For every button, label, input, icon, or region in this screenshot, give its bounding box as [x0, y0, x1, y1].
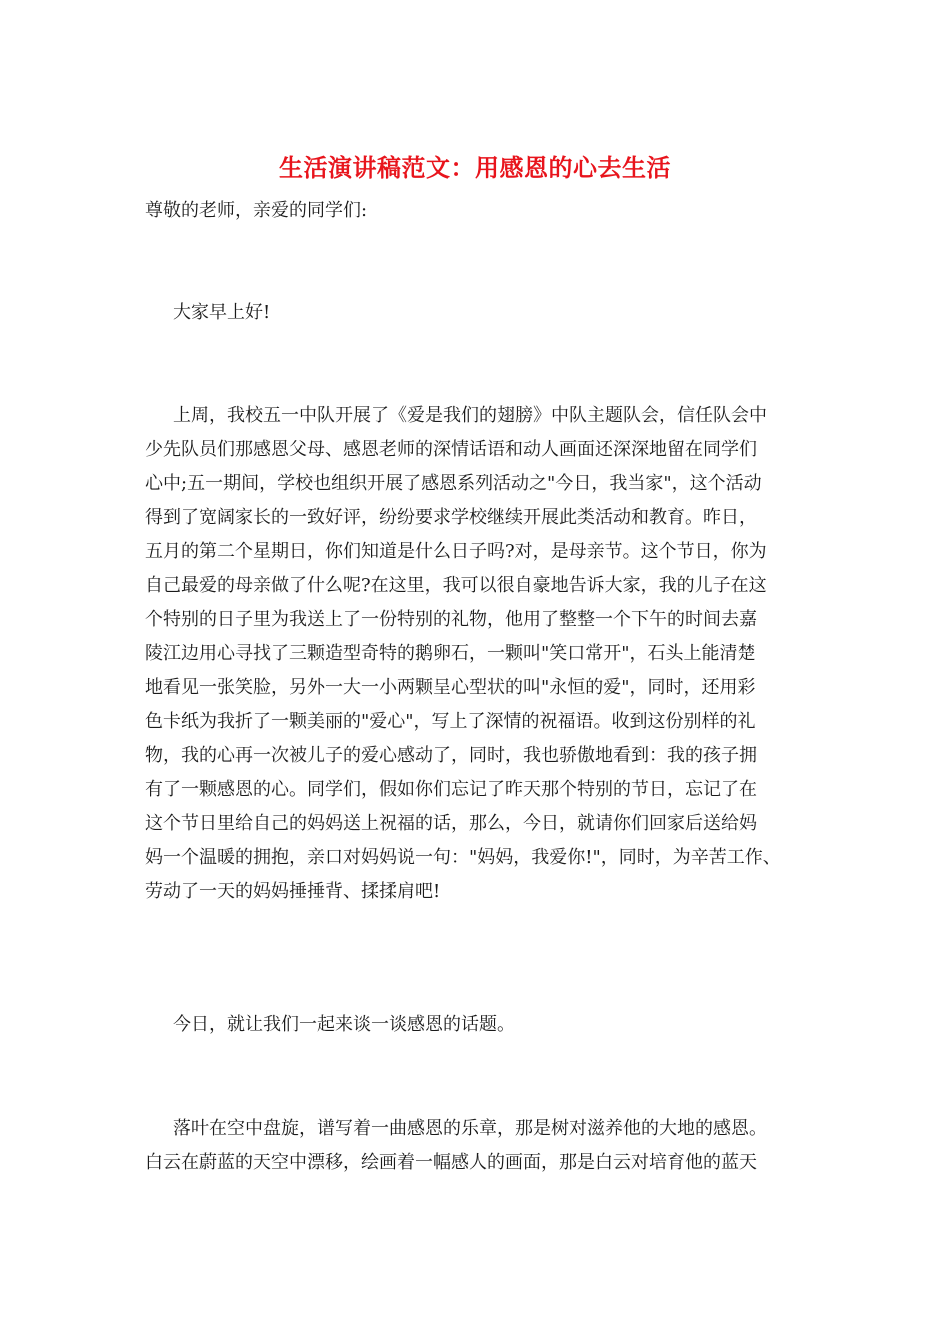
greeting: 大家早上好!	[173, 302, 271, 323]
salutation: 尊敬的老师，亲爱的同学们:	[145, 200, 368, 221]
paragraph-line: 少先队员们那感恩父母、感恩老师的深情话语和动人画面还深深地留在同学们	[145, 439, 757, 460]
paragraph-line: 这个节日里给自己的妈妈送上祝福的话，那么，今日，就请你们回家后送给妈	[145, 813, 757, 834]
paragraph-line: 物，我的心再一次被儿子的爱心感动了，同时，我也骄傲地看到：我的孩子拥	[145, 745, 757, 766]
paragraph-line: 陵江边用心寻找了三颗造型奇特的鹅卵石，一颗叫"笑口常开"，石头上能清楚	[145, 643, 756, 664]
paragraph-line: 落叶在空中盘旋，谱写着一曲感恩的乐章，那是树对滋养他的大地的感恩。	[173, 1118, 767, 1139]
paragraph-line: 自己最爱的母亲做了什么呢?在这里，我可以很自豪地告诉大家，我的儿子在这	[145, 575, 767, 596]
paragraph-line: 色卡纸为我折了一颗美丽的"爱心"，写上了深情的祝福语。收到这份别样的礼	[145, 711, 756, 732]
paragraph-line: 五月的第二个星期日，你们知道是什么日子吗?对，是母亲节。这个节日，你为	[145, 541, 767, 562]
paragraph-line: 劳动了一天的妈妈捶捶背、揉揉肩吧!	[145, 881, 441, 902]
document-title: 生活演讲稿范文：用感恩的心去生活	[279, 153, 671, 182]
paragraph-2: 今日，就让我们一起来谈一谈感恩的话题。	[173, 1014, 515, 1035]
paragraph-line: 妈一个温暖的拥抱，亲口对妈妈说一句："妈妈，我爱你!"，同时，为辛苦工作、	[145, 847, 781, 868]
paragraph-line: 上周，我校五一中队开展了《爱是我们的翅膀》中队主题队会，信任队会中	[173, 405, 767, 426]
paragraph-line: 个特别的日子里为我送上了一份特别的礼物，他用了整整一个下午的时间去嘉	[145, 609, 757, 630]
paragraph-line: 白云在蔚蓝的天空中漂移，绘画着一幅感人的画面，那是白云对培育他的蓝天	[145, 1152, 757, 1173]
paragraph-line: 心中;五一期间，学校也组织开展了感恩系列活动之"今日，我当家"，这个活动	[145, 473, 762, 494]
paragraph-line: 有了一颗感恩的心。同学们，假如你们忘记了昨天那个特别的节日，忘记了在	[145, 779, 757, 800]
paragraph-line: 得到了宽阔家长的一致好评，纷纷要求学校继续开展此类活动和教育。昨日，	[145, 507, 757, 528]
paragraph-line: 地看见一张笑脸，另外一大一小两颗呈心型状的叫"永恒的爱"，同时，还用彩	[145, 677, 756, 698]
